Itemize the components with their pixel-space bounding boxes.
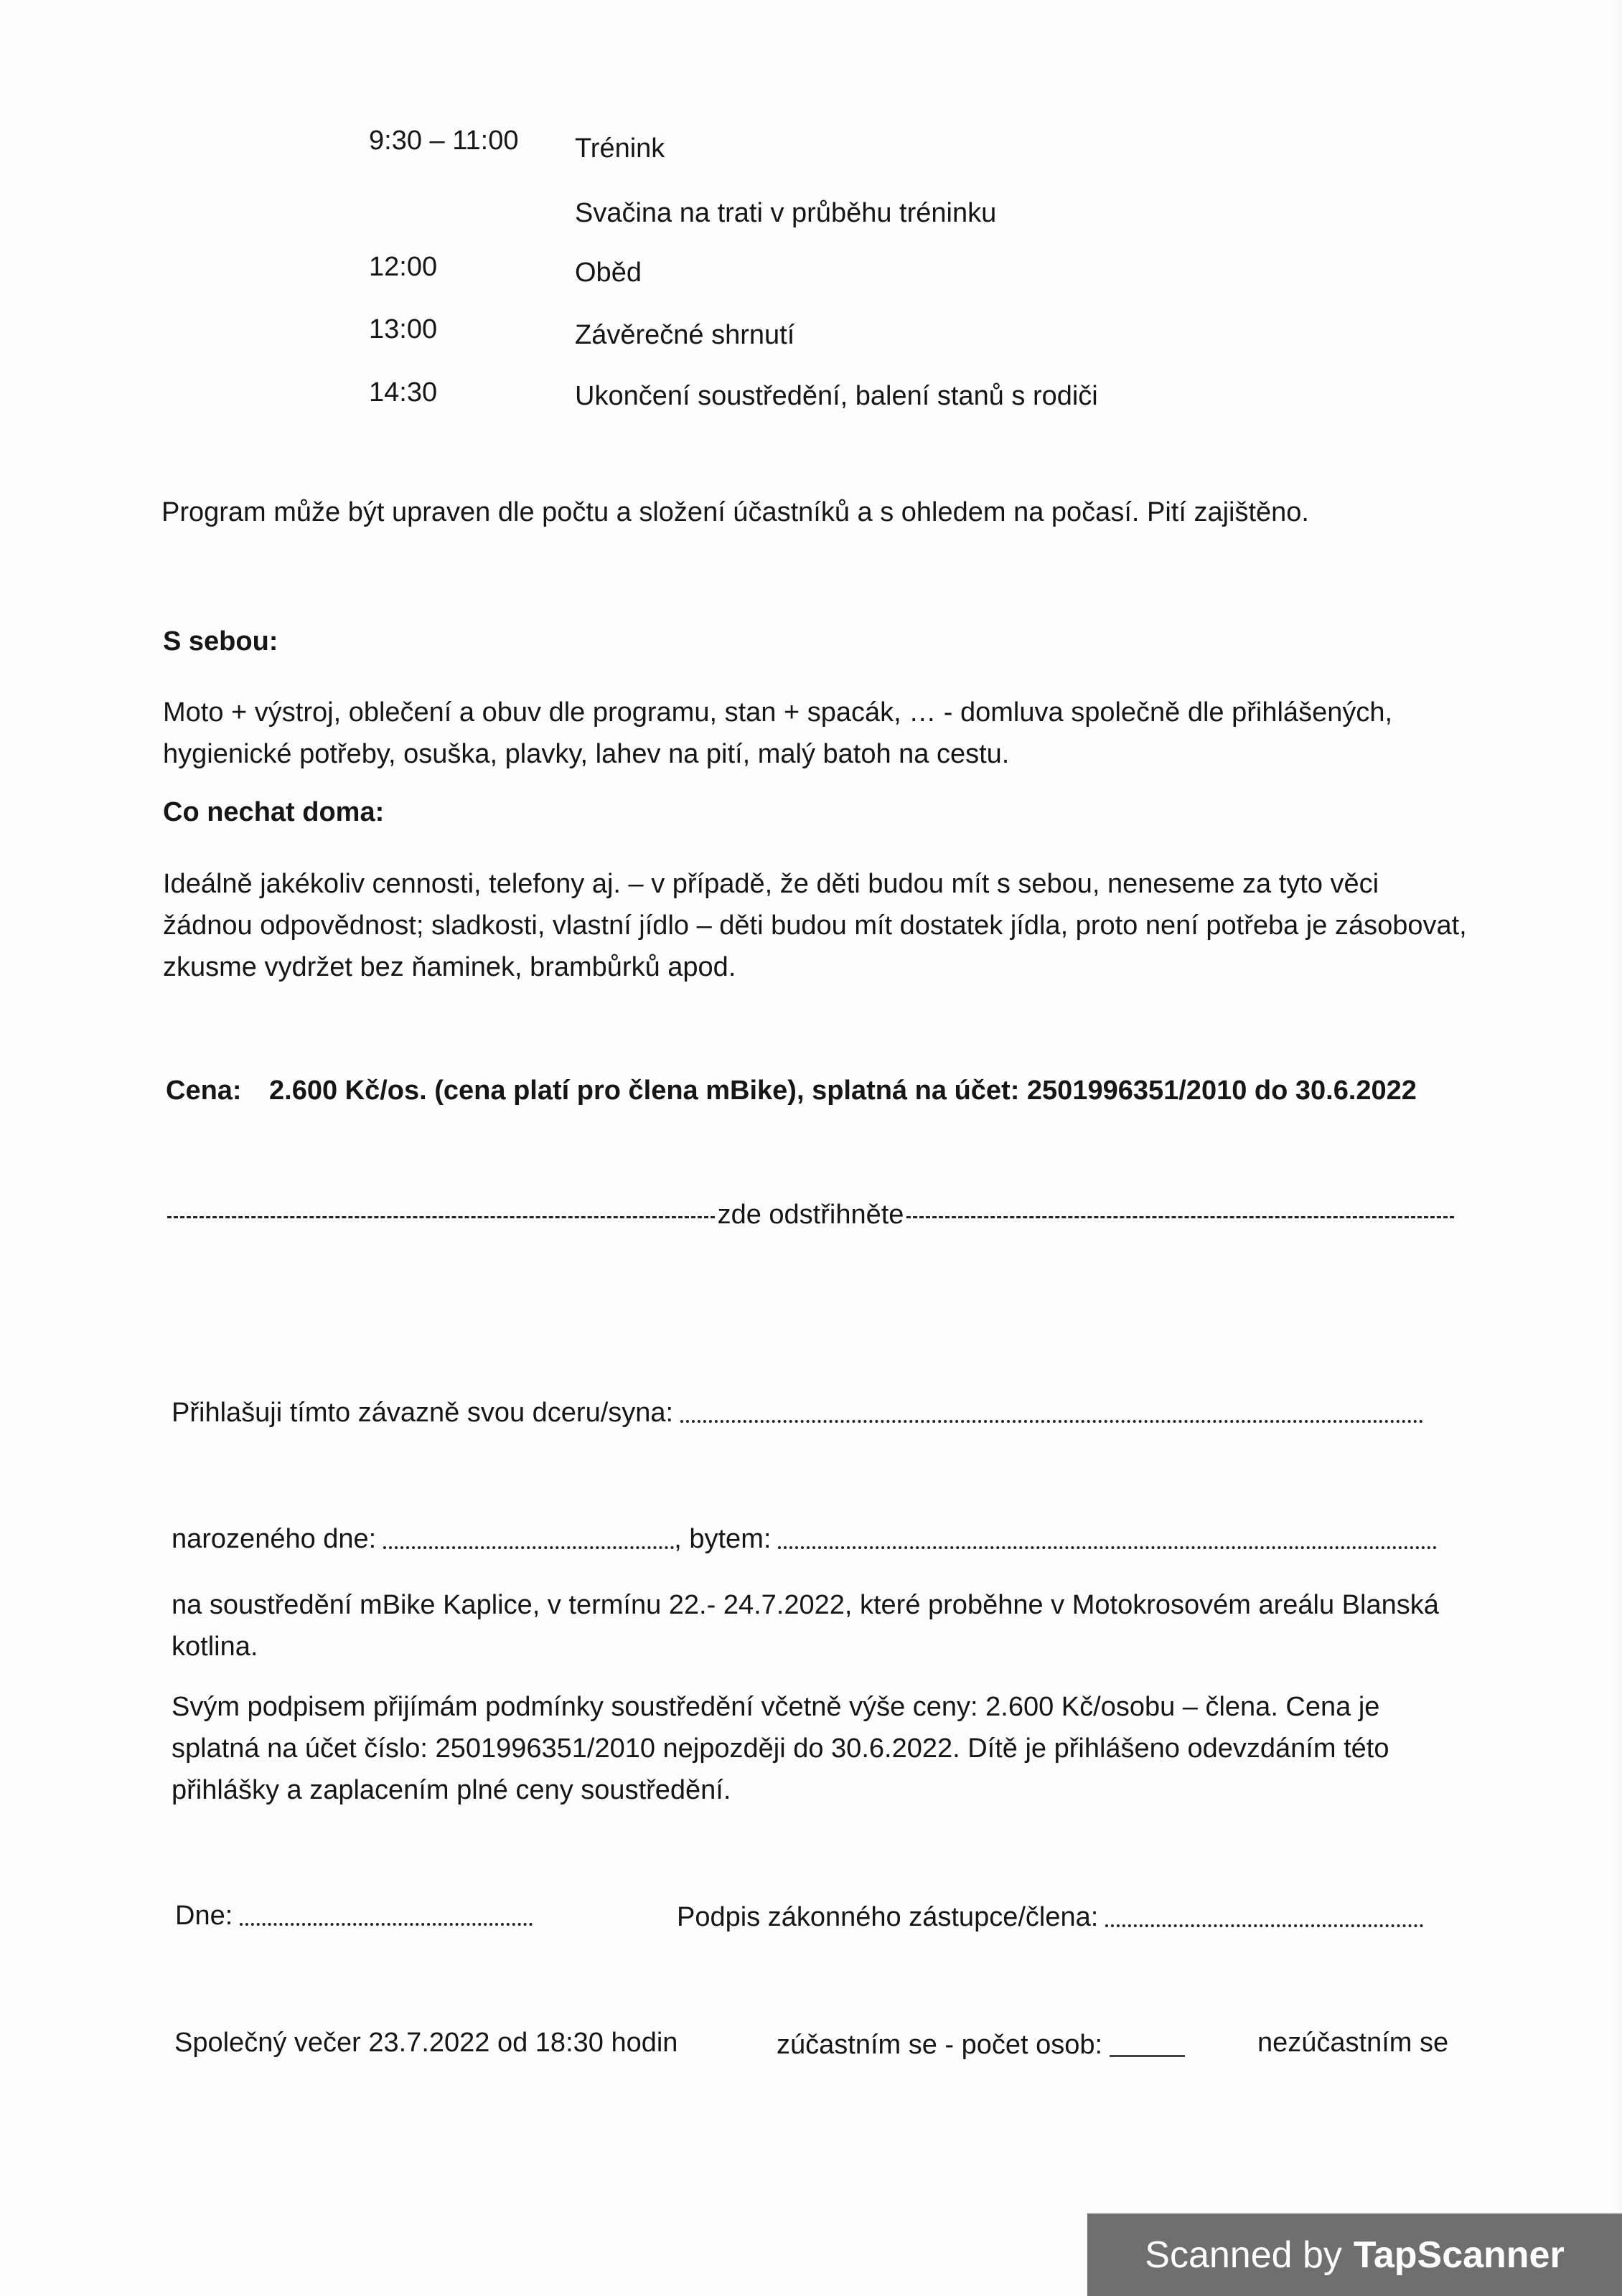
cut-line xyxy=(167,1197,1454,1233)
enroll-field-row xyxy=(172,1397,1423,1430)
enroll-label: Přihlašuji tímto závazně svou dceru/syna: xyxy=(172,1398,674,1428)
birth-dotted-line xyxy=(383,1546,674,1549)
birth-label: narozeného dne: xyxy=(172,1524,377,1554)
schedule-time-1: 9:30 – 11:00 xyxy=(369,126,519,156)
scanner-brand: TapScanner xyxy=(1353,2234,1565,2276)
birth-residence-row xyxy=(172,1523,1437,1556)
bring-heading: S sebou: xyxy=(163,626,278,657)
cut-label: zde odstřihněte xyxy=(717,1200,904,1230)
scanner-watermark-badge xyxy=(1087,2213,1622,2296)
scanner-prefix: Scanned by xyxy=(1145,2234,1342,2276)
schedule-item-4: Závěrečné shrnutí xyxy=(575,320,795,350)
schedule-item-2: Svačina na trati v průběhu tréninku xyxy=(575,198,997,228)
attend-row xyxy=(777,2029,1185,2062)
signature-field-row xyxy=(677,1901,1423,1934)
not-attend-label: nezúčastním se xyxy=(1257,2028,1449,2058)
schedule-item-1: Trénink xyxy=(575,133,665,164)
residence-label: , bytem: xyxy=(674,1524,772,1554)
attend-label: zúčastním se - počet osob: xyxy=(777,2030,1103,2060)
enroll-dotted-line xyxy=(680,1420,1423,1423)
residence-dotted-line xyxy=(778,1546,1437,1549)
leave-text: Ideálně jakékoliv cennosti, telefony aj. – v případě, že děti budou mít s sebou, neneseme za tyto věci žádnou odpovědnost; sladkosti, vlastní jídlo – děti budou mít dostatek jídla, proto není potřeba je zásobovat, zkusme vydržet bez ňaminek, brambůrků apod. xyxy=(163,869,1467,982)
date-dotted-line xyxy=(240,1923,533,1926)
attend-count-line xyxy=(1110,2055,1185,2057)
terms-text: Svým podpisem přijímám podmínky soustředění včetně výše ceny: 2.600 Kč/osobu – člena. Cena je splatná na účet číslo: 2501996351/2010 nejpozději do 30.6.2022. Dítě je přihlášeno odevzdáním této přihlášky a zaplacením plné ceny soustředění. xyxy=(172,1692,1389,1805)
schedule-time-4: 13:00 xyxy=(369,314,438,344)
date-label: Dne: xyxy=(175,1901,233,1931)
bring-text: Moto + výstroj, oblečení a obuv dle programu, stan + spacák, … - domluva společně dle přihlášených, hygienické potřeby, osuška, plavky, lahev na pití, malý batoh na cestu. xyxy=(163,697,1393,769)
signature-dotted-line xyxy=(1105,1924,1423,1927)
program-note: Program může být upraven dle počtu a složení účastníků a s ohledem na počasí. Pití zajištěno. xyxy=(161,497,1309,527)
schedule-time-3: 12:00 xyxy=(369,252,438,282)
camp-text: na soustředění mBike Kaplice, v termínu 22.- 24.7.2022, které proběhne v Motokrosovém areálu Blanská kotlina. xyxy=(172,1590,1439,1662)
schedule-item-5: Ukončení soustředění, balení stanů s rodiči xyxy=(575,381,1098,411)
signature-label: Podpis zákonného zástupce/člena: xyxy=(677,1902,1099,1932)
cut-dashes-right xyxy=(906,1216,1454,1218)
price-text: 2.600 Kč/os. (cena platí pro člena mBike), splatná na účet: 2501996351/2010 do 30.6.2022 xyxy=(269,1076,1417,1106)
date-field-row xyxy=(175,1900,533,1933)
cut-dashes-left xyxy=(167,1216,715,1218)
scan-edge-shadow xyxy=(1609,0,1622,2296)
evening-label: Společný večer 23.7.2022 od 18:30 hodin xyxy=(174,2028,678,2058)
leave-heading: Co nechat doma: xyxy=(163,797,385,827)
price-label: Cena: xyxy=(166,1076,242,1106)
schedule-time-5: 14:30 xyxy=(369,377,438,408)
schedule-item-3: Oběd xyxy=(575,258,642,288)
